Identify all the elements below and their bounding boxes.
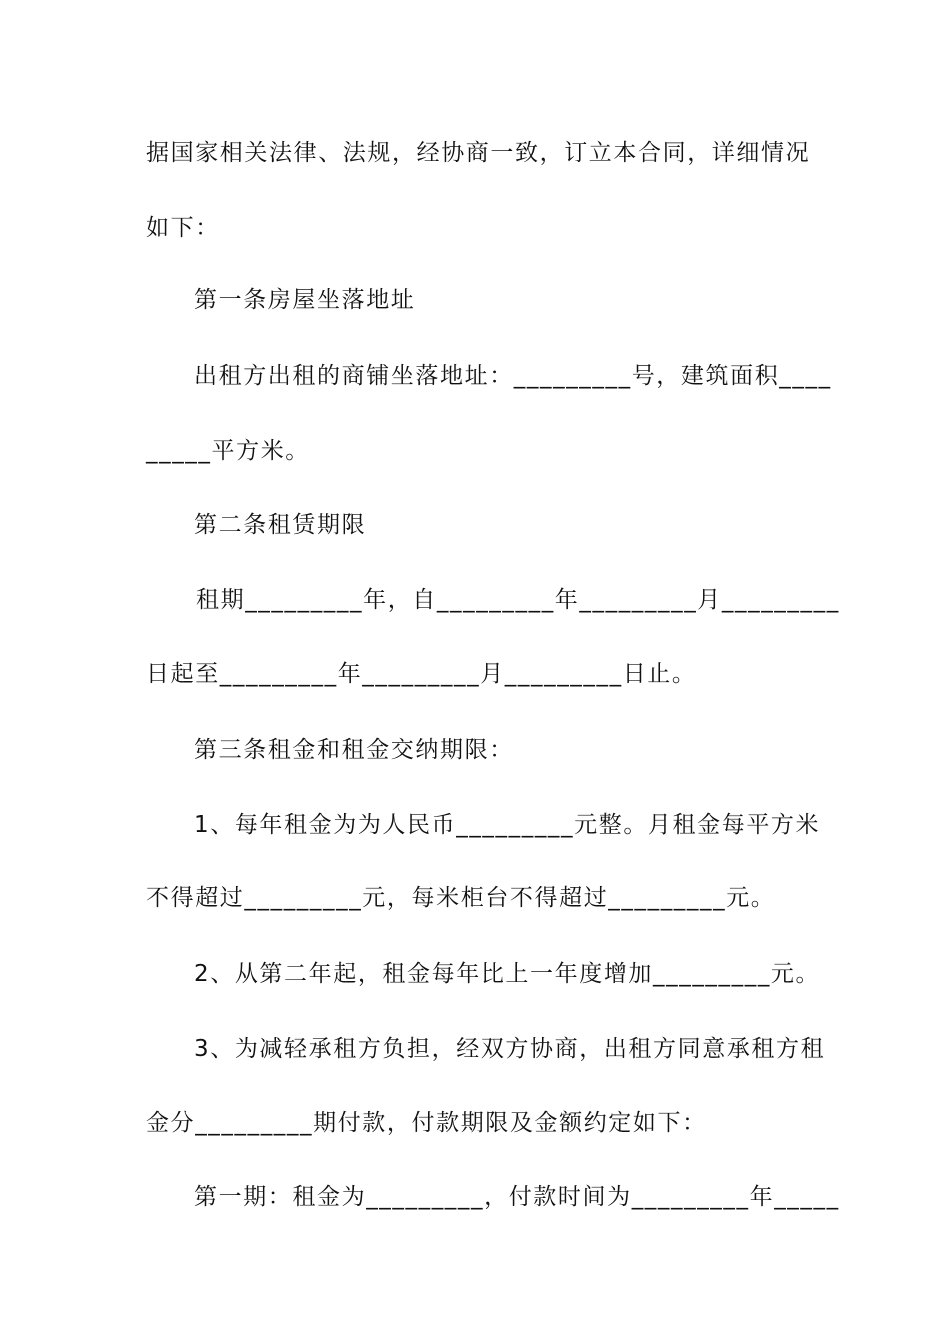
paragraph-line: 据国家相关法律、法规，经协商一致，订立本合同，详细情况 <box>146 140 811 166</box>
paragraph-line: 出租方出租的商铺坐落地址：_________号，建筑面积____ <box>194 363 832 389</box>
section-heading: 第三条租金和租金交纳期限： <box>194 737 514 763</box>
paragraph-line: 第一期：租金为_________，付款时间为_________年_____ <box>194 1184 840 1210</box>
paragraph-line: 日起至_________年_________月_________日止。 <box>146 661 697 687</box>
paragraph-line: 3、为减轻承租方负担，经双方协商，出租方同意承租方租 <box>194 1036 826 1062</box>
paragraph-line: 不得超过_________元，每米柜台不得超过_________元。 <box>146 885 776 911</box>
paragraph-line: _____平方米。 <box>146 438 310 464</box>
section-heading: 第二条租赁期限 <box>194 512 367 538</box>
paragraph-line: 租期_________年，自_________年_________月_________ <box>196 587 840 613</box>
section-heading: 第一条房屋坐落地址 <box>194 287 416 313</box>
paragraph-line: 2、从第二年起，租金每年比上一年度增加_________元。 <box>194 961 821 987</box>
paragraph-line: 1、每年租金为为人民币_________元整。月租金每平方米 <box>194 812 821 838</box>
paragraph-line: 如下： <box>146 215 220 241</box>
paragraph-line: 金分_________期付款，付款期限及金额约定如下： <box>146 1110 707 1136</box>
